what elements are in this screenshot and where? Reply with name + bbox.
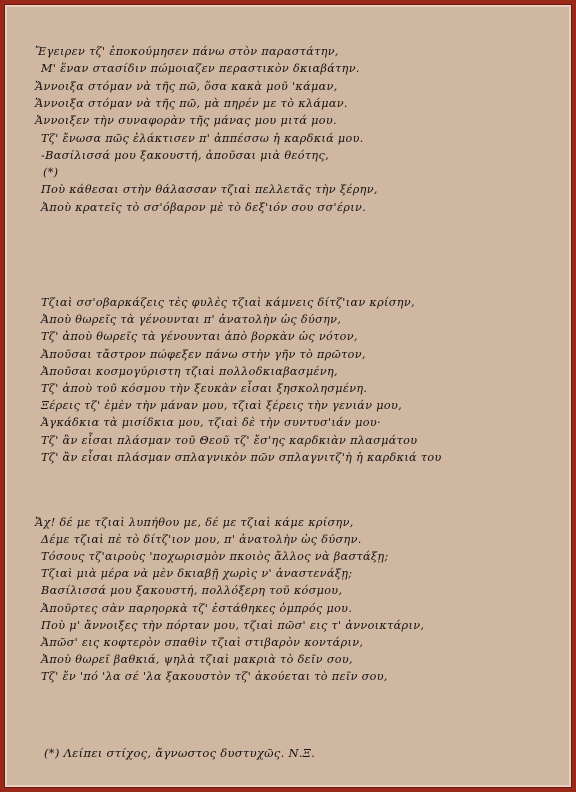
poem-line: Μ' ἕναν στασίδιν πώμοιαζεν περαστικὸν δκιαβάτην. <box>41 62 360 76</box>
poem-line: Τζ' ἂν εἶσαι πλάσμαν τοῦ Θεοῦ τζ' ἔσ'ης καρδκιὰν πλασμάτου <box>41 433 418 447</box>
poem-line: Ποὺ κάθεσαι στὴν θάλασσαν τζιαὶ πελλετᾶς τὴν ξέρην, <box>41 183 378 197</box>
poem-line: Τόσους τζ'αιροὺς 'ποχωρισμὸν πκοιὸς ἄλλος νὰ βαστάξῃ; <box>41 550 389 564</box>
poem-line: Ἄννοιξα στόμαν νὰ τῆς πῶ, μὰ πηρέν με τὸ κλάμαν. <box>35 96 348 110</box>
poem-line: Ἀποὺ θωρεῖς τὰ γένουνται π' ἀνατολὴν ὡς δύσην, <box>41 313 342 327</box>
poem-line: Ἀπῶσ' εις κοφτερὸν σπαθὶν τζιαὶ στιβαρὸν κοντάριν, <box>41 635 364 649</box>
poem-line: Τζ' ἀποὺ τοῦ κόσμου τὴν ξευκὰν εἶσαι ξησκολησμένη. <box>41 382 368 395</box>
page-panel <box>5 5 571 787</box>
poem-line: Ἀννοιξεν τὴν συναφορὰν τῆς μάνας μου μιτά μου. <box>35 114 337 128</box>
poem-line: Ἄχ! δέ με τζιαὶ λυπήθου με, δέ με τζιαὶ κάμε κρίσην, <box>35 516 354 529</box>
poem-line: Τζιαὶ μιὰ μέρα νὰ μὲν δκιαβῇ χωρὶς ν' ἀναστενάξῃ; <box>41 567 353 581</box>
footnote: (*) Λείπει στίχος, ἄγνωστος δυστυχῶς. Ν.Ξ. <box>44 746 316 760</box>
poem-line: Δέμε τζιαὶ πὲ τὸ δίτζ'ιον μου, π' ἀνατολὴν ὡς δύσην. <box>41 533 362 547</box>
poem-line: Βασίλισσά μου ξακουστή, πολλόξερη τοῦ κόσμου, <box>41 584 343 598</box>
poem-line: Ἀγκάδκια τὰ μισίδκια μου, τζιαὶ δὲ τὴν συντυσ'ιάν μου· <box>41 416 381 430</box>
poem-line: Τζ' ἔν 'πό 'λα σέ 'λα ξακουστὸν τζ' ἀκούεται τὸ πεῖν σου, <box>41 669 388 683</box>
poem-line: (*) <box>43 166 59 180</box>
poem-line: Τζ' ἔνωσα πῶς ἐλάκτισεν π' ἀππέσσω ἡ καρδκιά μου. <box>41 131 364 145</box>
poem-line: Ἀποῦσαι κοσμογύριστη τζιαὶ πολλοδκιαβασμένη, <box>41 364 338 378</box>
poem-line: Ἀποὺ κρατεῖς τὸ σσ'όβαρον μὲ τὸ δεξ'ιόν σου σσ'έριν. <box>41 200 367 214</box>
poem-line: Ἀποὺ θωρεῖ βαθκιά, ψηλὰ τζιαὶ μακριὰ τὸ δεῖν σου, <box>41 652 353 666</box>
poem-line: Ξέρεις τζ' ἐμὲν τὴν μάναν μου, τζιαὶ ξέρεις τὴν γενιάν μου, <box>41 399 403 413</box>
poem-line: Ἀποῦσαι τἄστρον πώφεξεν πάνω στὴν γῆν τὸ πρῶτον, <box>41 347 366 361</box>
poem-line: Ἀποῦρτες σὰν παρηορκὰ τζ' ἐστάθηκες ὀμπρός μου. <box>41 601 353 615</box>
poem-line: Τζιαὶ σσ'οβαρκάζεις τὲς φυλὲς τζιαὶ κάμνεις δίτζ'ιαν κρίσην, <box>41 296 415 309</box>
poem-line: Ἔγειρεν τζ' ἐποκούμησεν πάνω στὸν παραστάτην, <box>35 45 339 58</box>
poem-line: Τζ' ἂν εἶσαι πλάσμαν σπλαγνικὸν πῶν σπλαγνιτζ'ὴ ἡ καρδκιά του <box>41 450 442 464</box>
poem-line: Ποὺ μ' ἄννοιξες τὴν πόρταν μου, τζιαὶ πῶσ' εις τ' ἀννοικτάριν, <box>41 618 425 632</box>
poem-line: -Βασίλισσά μου ξακουστή, ἀποῦσαι μιὰ θεότης, <box>41 148 329 162</box>
poem-line: Τζ' ἀποὺ θωρεῖς τὰ γένουνται ἀπὸ βορκὰν ὡς νότον, <box>41 330 358 344</box>
poem-line: Ἄννοιξα στόμαν νὰ τῆς πῶ, ὅσα κακὰ μοῦ 'κάμαν, <box>35 79 338 93</box>
poem-text <box>7 7 569 785</box>
